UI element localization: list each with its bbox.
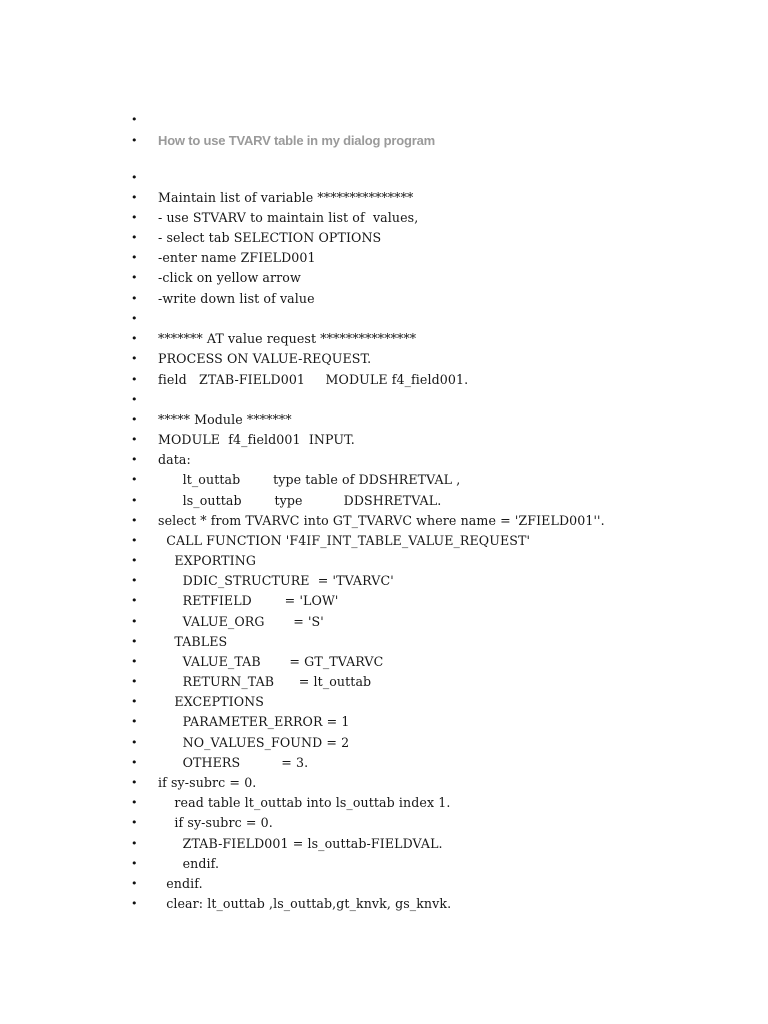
code-line: EXPORTING [158,553,256,568]
bullet-marker [131,491,143,511]
bullet-marker [131,813,143,833]
code-line: clear: lt_outtab ,ls_outtab,gt_knvk, gs_knvk. [158,896,452,911]
list-item [0,571,768,591]
code-line: field ZTAB-FIELD001 MODULE f4_field001. [158,372,469,387]
list-item [0,329,768,349]
code-line: ZTAB-FIELD001 = ls_outtab-FIELDVAL. [158,836,443,851]
code-line: Maintain list of variable *************** [158,190,414,205]
list-item [0,131,768,151]
list-item [0,612,768,632]
code-line: read table lt_outtab into ls_outtab index 1. [158,795,451,810]
list-item [0,188,768,208]
code-line: select * from TVARVC into GT_TVARVC where name = 'ZFIELD001''. [158,513,605,528]
bullet-marker [131,854,143,874]
bullet-marker [131,672,143,692]
list-item [0,753,768,773]
code-line: -write down list of value [158,291,315,306]
code-line: -click on yellow arrow [158,270,301,285]
bullet-marker [131,753,143,773]
bullet-marker [131,652,143,672]
bullet-marker [131,470,143,490]
code-line: PROCESS ON VALUE-REQUEST. [158,351,372,366]
list-item [0,248,768,268]
list-item [0,470,768,490]
bullet-marker [131,208,143,228]
code-line: ***** Module ******* [158,412,292,427]
list-item [0,854,768,874]
list-item [0,692,768,712]
code-line: RETURN_TAB = lt_outtab [158,674,372,689]
bullet-marker [131,131,143,151]
bullet-marker [131,894,143,914]
list-item [0,390,768,410]
list-item [0,531,768,551]
bullet-marker [131,692,143,712]
list-item [0,773,768,793]
code-line: NO_VALUES_FOUND = 2 [158,735,350,750]
list-item [0,874,768,894]
code-line: endif. [158,876,203,891]
list-item [0,712,768,732]
code-line: - use STVARV to maintain list of values, [158,210,419,225]
list-item [0,793,768,813]
list-item [0,208,768,228]
list-item [0,894,768,914]
list-item [0,349,768,369]
bullet-marker [131,632,143,652]
list-item [0,410,768,430]
code-line: TABLES [158,634,228,649]
code-line: endif. [158,856,220,871]
list-item [0,834,768,854]
bullet-marker [131,591,143,611]
list-item [0,672,768,692]
bullet-marker [131,110,143,130]
bullet-marker [131,834,143,854]
code-line: PARAMETER_ERROR = 1 [158,714,350,729]
bullet-marker [131,571,143,591]
bullet-marker [131,349,143,369]
code-line: DDIC_STRUCTURE = 'TVARVC' [158,573,394,588]
bullet-marker [131,712,143,732]
list-item [0,632,768,652]
list-item [0,268,768,288]
bullet-marker [131,612,143,632]
code-line: MODULE f4_field001 INPUT. [158,432,355,447]
code-line: OTHERS = 3. [158,755,309,770]
bullet-marker [131,410,143,430]
list-item [0,511,768,531]
bullet-marker [131,551,143,571]
bullet-marker [131,793,143,813]
list-item [0,591,768,611]
bullet-marker [131,450,143,470]
bullet-marker [131,370,143,390]
bullet-marker [131,874,143,894]
code-line: VALUE_TAB = GT_TVARVC [158,654,384,669]
bullet-marker [131,430,143,450]
bullet-marker [131,531,143,551]
bullet-marker [131,309,143,329]
list-item [0,652,768,672]
list-item [0,309,768,329]
bullet-marker [131,773,143,793]
bullet-marker [131,733,143,753]
heading-link[interactable]: How to use TVARV table in my dialog program [158,133,435,148]
list-item [0,430,768,450]
code-line: data: [158,452,191,467]
code-line: lt_outtab type table of DDSHRETVAL , [158,472,461,487]
code-line: VALUE_ORG = 'S' [158,614,324,629]
code-line: ls_outtab type DDSHRETVAL. [158,493,442,508]
bullet-marker [131,329,143,349]
code-line: EXCEPTIONS [158,694,264,709]
bullet-marker [131,268,143,288]
bullet-marker [131,248,143,268]
code-line: CALL FUNCTION 'F4IF_INT_TABLE_VALUE_REQUEST' [158,533,531,548]
code-line: -enter name ZFIELD001 [158,250,316,265]
bullet-marker [131,390,143,410]
bullet-marker [131,511,143,531]
list-item [0,370,768,390]
bullet-marker [131,168,143,188]
code-line: if sy-subrc = 0. [158,815,273,830]
code-line: ******* AT value request *************** [158,331,417,346]
bullet-marker [131,289,143,309]
list-item [0,289,768,309]
code-line: - select tab SELECTION OPTIONS [158,230,382,245]
list-item [0,813,768,833]
list-item [0,551,768,571]
bullet-marker [131,228,143,248]
list-item [0,733,768,753]
code-line: if sy-subrc = 0. [158,775,257,790]
list-item [0,450,768,470]
bullet-marker [131,188,143,208]
code-line: RETFIELD = 'LOW' [158,593,339,608]
list-item [0,110,768,130]
list-item [0,228,768,248]
list-item [0,491,768,511]
list-item [0,168,768,188]
